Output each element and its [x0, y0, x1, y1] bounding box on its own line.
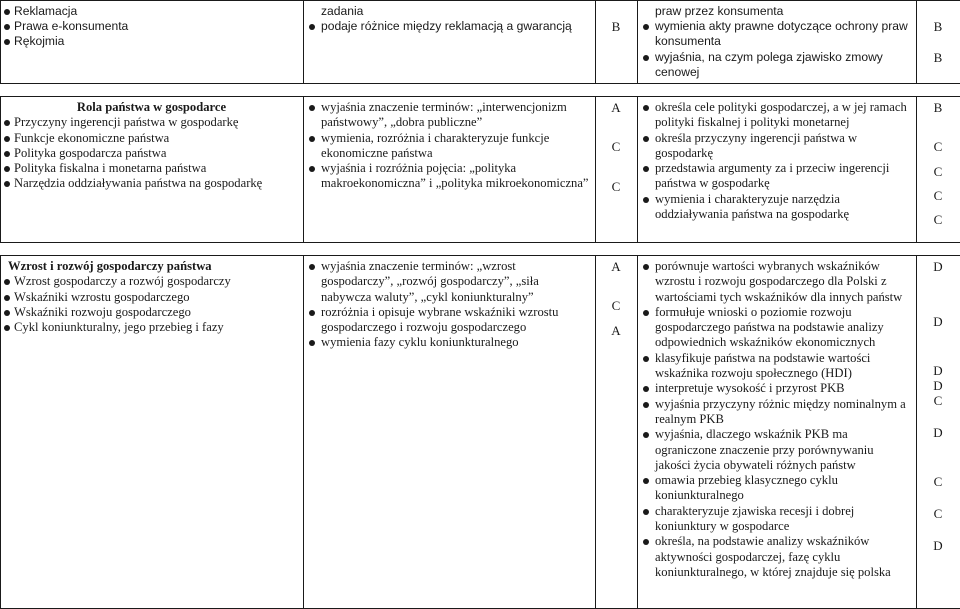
bullet-icon	[643, 509, 649, 515]
list-item: Narzędzia oddziaływania państwa na gospodarkę	[4, 176, 299, 191]
bullet-icon	[643, 166, 649, 172]
level-letter: D	[933, 425, 943, 441]
level-cell	[596, 256, 638, 609]
bullet-icon	[309, 24, 315, 30]
bullet-icon	[643, 197, 649, 203]
level-letter: D	[933, 259, 943, 274]
bullet-icon	[643, 432, 649, 438]
extended-requirements-cell	[638, 97, 917, 243]
list-item: Prawa e-konsumenta	[4, 19, 299, 34]
bullet-icon	[643, 264, 649, 270]
bullet-icon	[643, 24, 649, 30]
level-cell	[596, 1, 638, 84]
bullet-icon	[4, 9, 10, 15]
bullet-icon	[309, 166, 315, 172]
level-cell	[917, 97, 960, 243]
list-item: określa przyczyny ingerencji państwa w gospodarkę	[641, 131, 912, 162]
list-item: wymienia i charakteryzuje narzędzia oddziaływania państwa na gospodarkę	[641, 192, 912, 223]
topic-cell	[1, 1, 304, 84]
level-letter: D	[933, 377, 943, 393]
row-gap	[1, 84, 960, 97]
list-item: określa, na podstawie analizy wskaźników aktywności gospodarczej, fazę cyklu koniunkturalnego, w której znajduje się polska	[641, 534, 912, 580]
list-item: wymienia, rozróżnia i charakteryzuje funkcje ekonomiczne państwa	[307, 131, 591, 162]
list-item: określa cele polityki gospodarczej, a w jej ramach polityki fiskalnej i polityki monetarnej	[641, 100, 912, 131]
list-item: Cykl koniunkturalny, jego przebieg i fazy	[4, 320, 299, 335]
bullet-icon	[4, 310, 10, 316]
level-cell	[596, 97, 638, 243]
list-item: charakteryzuje zjawiska recesji i dobrej koniunktury w gospodarce	[641, 504, 912, 535]
bullet-icon	[4, 325, 10, 331]
topic-heading: Wzrost i rozwój gospodarczy państwa	[8, 259, 212, 273]
extended-requirements-cell	[638, 256, 917, 609]
list-item: Reklamacja	[4, 4, 299, 19]
level-letter: C	[933, 187, 943, 203]
extended-requirements-cell	[638, 1, 917, 84]
list-item: Polityka gospodarcza państwa	[4, 146, 299, 161]
bullet-icon	[643, 310, 649, 316]
list-item: Wskaźniki wzrostu gospodarczego	[4, 290, 299, 305]
topic-heading: Rola państwa w gospodarce	[76, 100, 227, 114]
list-item: Funkcje ekonomiczne państwa	[4, 131, 299, 146]
bullet-icon	[643, 105, 649, 111]
basic-requirements-cell	[304, 97, 596, 243]
level-cell	[917, 1, 960, 84]
level-letter: C	[933, 393, 943, 409]
level-letter: B	[933, 50, 943, 66]
list-item: Wskaźniki rozwoju gospodarczego	[4, 305, 299, 320]
level-letter: B	[611, 19, 621, 34]
list-item: Rękojmia	[4, 34, 299, 49]
bullet-icon	[643, 402, 649, 408]
level-letter: A	[611, 100, 621, 115]
list-item: omawia przebieg klasycznego cyklu koniunkturalnego	[641, 473, 912, 504]
level-letter: A	[611, 259, 621, 274]
list-item: wyjaśnia znaczenie terminów: „wzrost gospodarczy”, „rozwój gospodarczy”, „siła nabywcza waluty”, „cykl koniunkturalny”	[307, 259, 591, 305]
bullet-icon	[309, 264, 315, 270]
list-item: praw przez konsumenta	[655, 4, 784, 18]
list-item: wyjaśnia, dlaczego wskaźnik PKB ma ograniczone znaczenie przy porównywaniu jakości życia obywateli różnych państw	[641, 427, 912, 473]
level-letter: C	[933, 506, 943, 522]
bullet-icon	[643, 356, 649, 362]
level-letter: C	[611, 298, 621, 314]
level-letter: D	[933, 538, 943, 554]
level-letter: B	[933, 100, 943, 115]
level-letter: D	[933, 362, 943, 378]
bullet-icon	[4, 295, 10, 301]
list-item: zadania	[321, 4, 364, 18]
level-letter: D	[933, 314, 943, 330]
level-letter: C	[611, 139, 621, 155]
level-letter: C	[933, 473, 943, 489]
bullet-icon	[643, 386, 649, 392]
list-item: interpretuje wysokość i przyrost PKB	[641, 381, 912, 396]
bullet-icon	[309, 340, 315, 346]
list-item: wyjaśnia znaczenie terminów: „interwencjonizm państwowy”, „dobra publiczne”	[307, 100, 591, 131]
bullet-icon	[309, 310, 315, 316]
list-item: klasyfikuje państwa na podstawie wartości wskaźnika rozwoju społecznego (HDI)	[641, 351, 912, 382]
list-item: formułuje wnioski o poziomie rozwoju gospodarczego państwa na podstawie analizy odpowiednich wskaźników ekonomicznych	[641, 305, 912, 351]
list-item: wyjaśnia, na czym polega zjawisko zmowy cenowej	[641, 50, 912, 80]
list-item: wymienia fazy cyklu koniunkturalnego	[307, 335, 591, 350]
topic-cell	[1, 256, 304, 609]
table-row	[1, 256, 960, 609]
level-letter: C	[933, 212, 943, 228]
list-item: podaje różnice między reklamacją a gwarancją	[307, 19, 591, 34]
topic-cell	[1, 97, 304, 243]
level-cell	[917, 256, 960, 609]
bullet-icon	[4, 136, 10, 142]
list-item: wyjaśnia i rozróżnia pojęcia: „polityka makroekonomiczna” i „polityka mikroekonomiczna”	[307, 161, 591, 192]
level-letter: C	[611, 178, 621, 194]
list-item: wyjaśnia przyczyny różnic między nominalnym a realnym PKB	[641, 397, 912, 428]
bullet-icon	[309, 136, 315, 142]
list-item: porównuje wartości wybranych wskaźników wzrostu i rozwoju gospodarczego dla Polski z wartościami tych wskaźników dla innych państw	[641, 259, 912, 305]
bullet-icon	[4, 181, 10, 187]
bullet-icon	[4, 120, 10, 126]
level-letter: A	[611, 322, 621, 338]
bullet-icon	[4, 166, 10, 172]
list-item: Wzrost gospodarczy a rozwój gospodarczy	[4, 274, 299, 289]
bullet-icon	[4, 24, 10, 30]
bullet-icon	[643, 539, 649, 545]
list-item: Przyczyny ingerencji państwa w gospodarkę	[4, 115, 299, 130]
bullet-icon	[4, 151, 10, 157]
table-row	[1, 1, 960, 84]
level-letter: C	[933, 139, 943, 155]
table-row	[1, 97, 960, 243]
level-letter: C	[933, 163, 943, 179]
bullet-icon	[643, 55, 649, 61]
list-item: Polityka fiskalna i monetarna państwa	[4, 161, 299, 176]
list-item: wymienia akty prawne dotyczące ochrony praw konsumenta	[641, 19, 912, 49]
bullet-icon	[643, 136, 649, 142]
level-letter: B	[933, 19, 943, 34]
list-item: rozróżnia i opisuje wybrane wskaźniki wzrostu gospodarczego i rozwoju gospodarczego	[307, 305, 591, 336]
row-gap	[1, 243, 960, 256]
bullet-icon	[643, 478, 649, 484]
bullet-icon	[309, 105, 315, 111]
basic-requirements-cell	[304, 256, 596, 609]
list-item: przedstawia argumenty za i przeciw ingerencji państwa w gospodarkę	[641, 161, 912, 192]
basic-requirements-cell	[304, 1, 596, 84]
bullet-icon	[4, 39, 10, 45]
bullet-icon	[4, 279, 10, 285]
